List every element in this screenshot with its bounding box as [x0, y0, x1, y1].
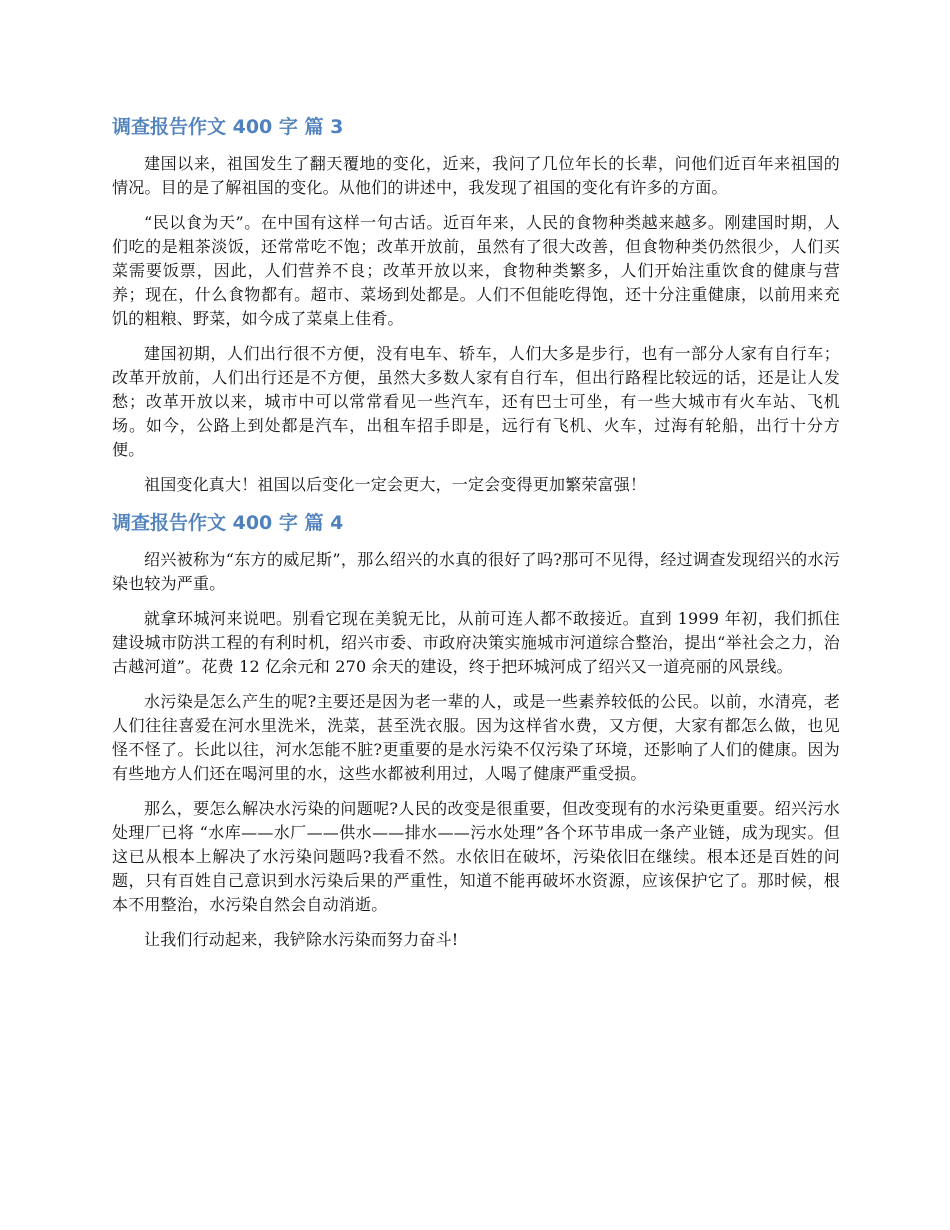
- paragraph: 那么，要怎么解决水污染的问题呢?人民的改变是很重要，但改变现有的水污染更重要。绍兴污水处理厂已将 “水库——水厂——供水——排水——污水处理”各个环节串成一条产业链，成为现实。但这已从根本上解决了水污染问题吗?我看不然。水依旧在破坏，污染依旧在继续。根本还是百姓的问题，只有百姓自己意识到水污染后果的严重性，知道不能再破坏水资源，应该保护它了。那时候，根本不用整治，水污染自然会自动消逝。: [112, 799, 840, 914]
- section-title: 调查报告作文 400 字 篇 4: [112, 512, 344, 534]
- section-4: [112, 508, 840, 952]
- section-title: 调查报告作文 400 字 篇 3: [112, 116, 344, 138]
- paragraph: 水污染是怎么产生的呢?主要还是因为老一辈的人，或是一些素养较低的公民。以前，水清亮，老人们往往喜爱在河水里洗米，洗菜，甚至洗衣服。因为这样省水费，又方便，大家有都怎么做，也见怪不怪了。长此以往，河水怎能不脏?更重要的是水污染不仅污染了环境，还影响了人们的健康。因为有些地方人们还在喝河里的水，这些水都被利用过，人喝了健康严重受损。: [112, 692, 840, 783]
- paragraph: “民以食为天”。在中国有这样一句古话。近百年来，人民的食物种类越来越多。刚建国时期，人们吃的是粗茶淡饭，还常常吃不饱；改革开放前，虽然有了很大改善，但食物种类仍然很少，人们买菜需要饭票，因此，人们营养不良；改革开放以来，食物种类繁多，人们开始注重饮食的健康与营养；现在，什么食物都有。超市、菜场到处都是。人们不但能吃得饱，还十分注重健康，以前用来充饥的粗粮、野菜，如今成了菜桌上佳肴。: [112, 213, 840, 328]
- paragraph: 建国初期，人们出行很不方便，没有电车、轿车，人们大多是步行，也有一部分人家有自行车；改革开放前，人们出行还是不方便，虽然大多数人家有自行车，但出行路程比较远的话，还是让人发愁；改革开放以来，城市中可以常常看见一些汽车，还有巴士可坐，有一些大城市有火车站、飞机场。如今，公路上到处都是汽车，出租车招手即是，远行有飞机、火车，过海有轮船，出行十分方便。: [112, 344, 840, 459]
- paragraph: 绍兴被称为“东方的威尼斯”，那么绍兴的水真的很好了吗?那可不见得，经过调查发现绍兴的水污染也较为严重。: [112, 550, 840, 593]
- section-3: [112, 112, 840, 497]
- document-page: [112, 112, 840, 963]
- paragraph: 就拿环城河来说吧。别看它现在美貌无比，从前可连人都不敢接近。直到 1999 年初，我们抓住建设城市防洪工程的有利时机，绍兴市委、市政府决策实施城市河道综合整治，提出“举社会之力，治古越河道”。花费 12 亿余元和 270 余天的建设，终于把环城河成了绍兴又一道亮丽的风景线。: [112, 609, 840, 676]
- paragraph: 祖国变化真大！祖国以后变化一定会更大，一定会变得更加繁荣富强！: [144, 475, 647, 494]
- paragraph: 建国以来，祖国发生了翻天覆地的变化，近来，我问了几位年长的长辈，问他们近百年来祖国的情况。目的是了解祖国的变化。从他们的讲述中，我发现了祖国的变化有许多的方面。: [112, 154, 840, 197]
- paragraph: 让我们行动起来，我铲除水污染而努力奋斗!: [144, 930, 459, 949]
